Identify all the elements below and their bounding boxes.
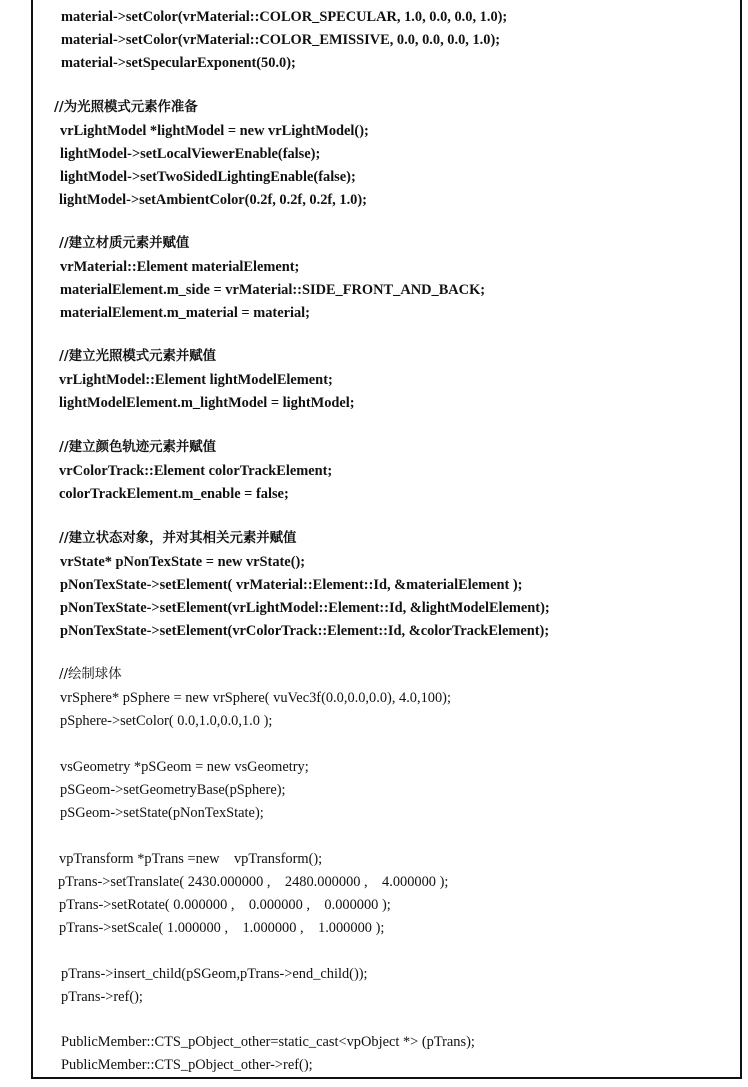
code-line: vpTransform *pTrans =new vpTransform(); [59, 851, 323, 867]
code-line: vrSphere* pSphere = new vrSphere( vuVec3f(0.0,0.0,0.0), 4.0,100); [60, 690, 451, 706]
code-line: pTrans->setRotate( 0.000000 , 0.000000 , 0.000000 ); [59, 897, 391, 913]
code-line: pNonTexState->setElement(vrColorTrack::Element::Id, &colorTrackElement); [60, 623, 550, 639]
code-line: vrLightModel::Element lightModelElement; [59, 372, 333, 388]
code-line: pSphere->setColor( 0.0,1.0,0.0,1.0 ); [60, 713, 273, 729]
code-comment: //绘制球体 [59, 667, 122, 682]
code-line: material->setColor(vrMaterial::COLOR_EMISSIVE, 0.0, 0.0, 0.0, 1.0); [61, 32, 501, 48]
code-line: pSGeom->setState(pNonTexState); [60, 805, 264, 821]
code-line: vrLightModel *lightModel = new vrLightModel(); [60, 123, 369, 139]
code-line: lightModel->setTwoSidedLightingEnable(false); [60, 169, 356, 185]
code-line: pSGeom->setGeometryBase(pSphere); [60, 782, 286, 798]
code-line: PublicMember::CTS_pObject_other=static_cast<vpObject *> (pTrans); [61, 1034, 475, 1050]
code-line: pTrans->insert_child(pSGeom,pTrans->end_child()); [61, 966, 368, 982]
code-comment: //为光照模式元素作准备 [54, 100, 198, 115]
code-line: pNonTexState->setElement( vrMaterial::Element::Id, &materialElement ); [60, 577, 523, 593]
code-line: lightModel->setAmbientColor(0.2f, 0.2f, 0.2f, 1.0); [59, 192, 367, 208]
code-line: material->setSpecularExponent(50.0); [61, 55, 296, 71]
code-line: vrState* pNonTexState = new vrState(); [60, 554, 306, 570]
code-line: pTrans->ref(); [61, 989, 143, 1005]
code-line: material->setColor(vrMaterial::COLOR_SPECULAR, 1.0, 0.0, 0.0, 1.0); [61, 9, 508, 25]
code-line: pNonTexState->setElement(vrLightModel::Element::Id, &lightModelElement); [60, 600, 550, 616]
code-line: vrColorTrack::Element colorTrackElement; [59, 463, 333, 479]
code-comment: //建立颜色轨迹元素并赋值 [59, 440, 217, 455]
code-line: vsGeometry *pSGeom = new vsGeometry; [60, 759, 309, 775]
code-line: materialElement.m_material = material; [60, 305, 310, 321]
code-line: vrMaterial::Element materialElement; [60, 259, 300, 275]
code-line: materialElement.m_side = vrMaterial::SIDE_FRONT_AND_BACK; [60, 282, 486, 298]
code-line: colorTrackElement.m_enable = false; [59, 486, 289, 502]
code-line: pTrans->setTranslate( 2430.000000 , 2480.000000 , 4.000000 ); [58, 874, 449, 890]
code-line: pTrans->setScale( 1.000000 , 1.000000 , 1.000000 ); [59, 920, 385, 936]
code-comment: //建立材质元素并赋值 [59, 236, 190, 251]
code-comment: //建立光照模式元素并赋值 [59, 349, 217, 364]
code-comment: //建立状态对象，并对其相关元素并赋值 [59, 531, 297, 546]
code-line: PublicMember::CTS_pObject_other->ref(); [61, 1057, 313, 1073]
code-line: lightModel->setLocalViewerEnable(false); [60, 146, 321, 162]
code-line: lightModelElement.m_lightModel = lightModel; [59, 395, 355, 411]
